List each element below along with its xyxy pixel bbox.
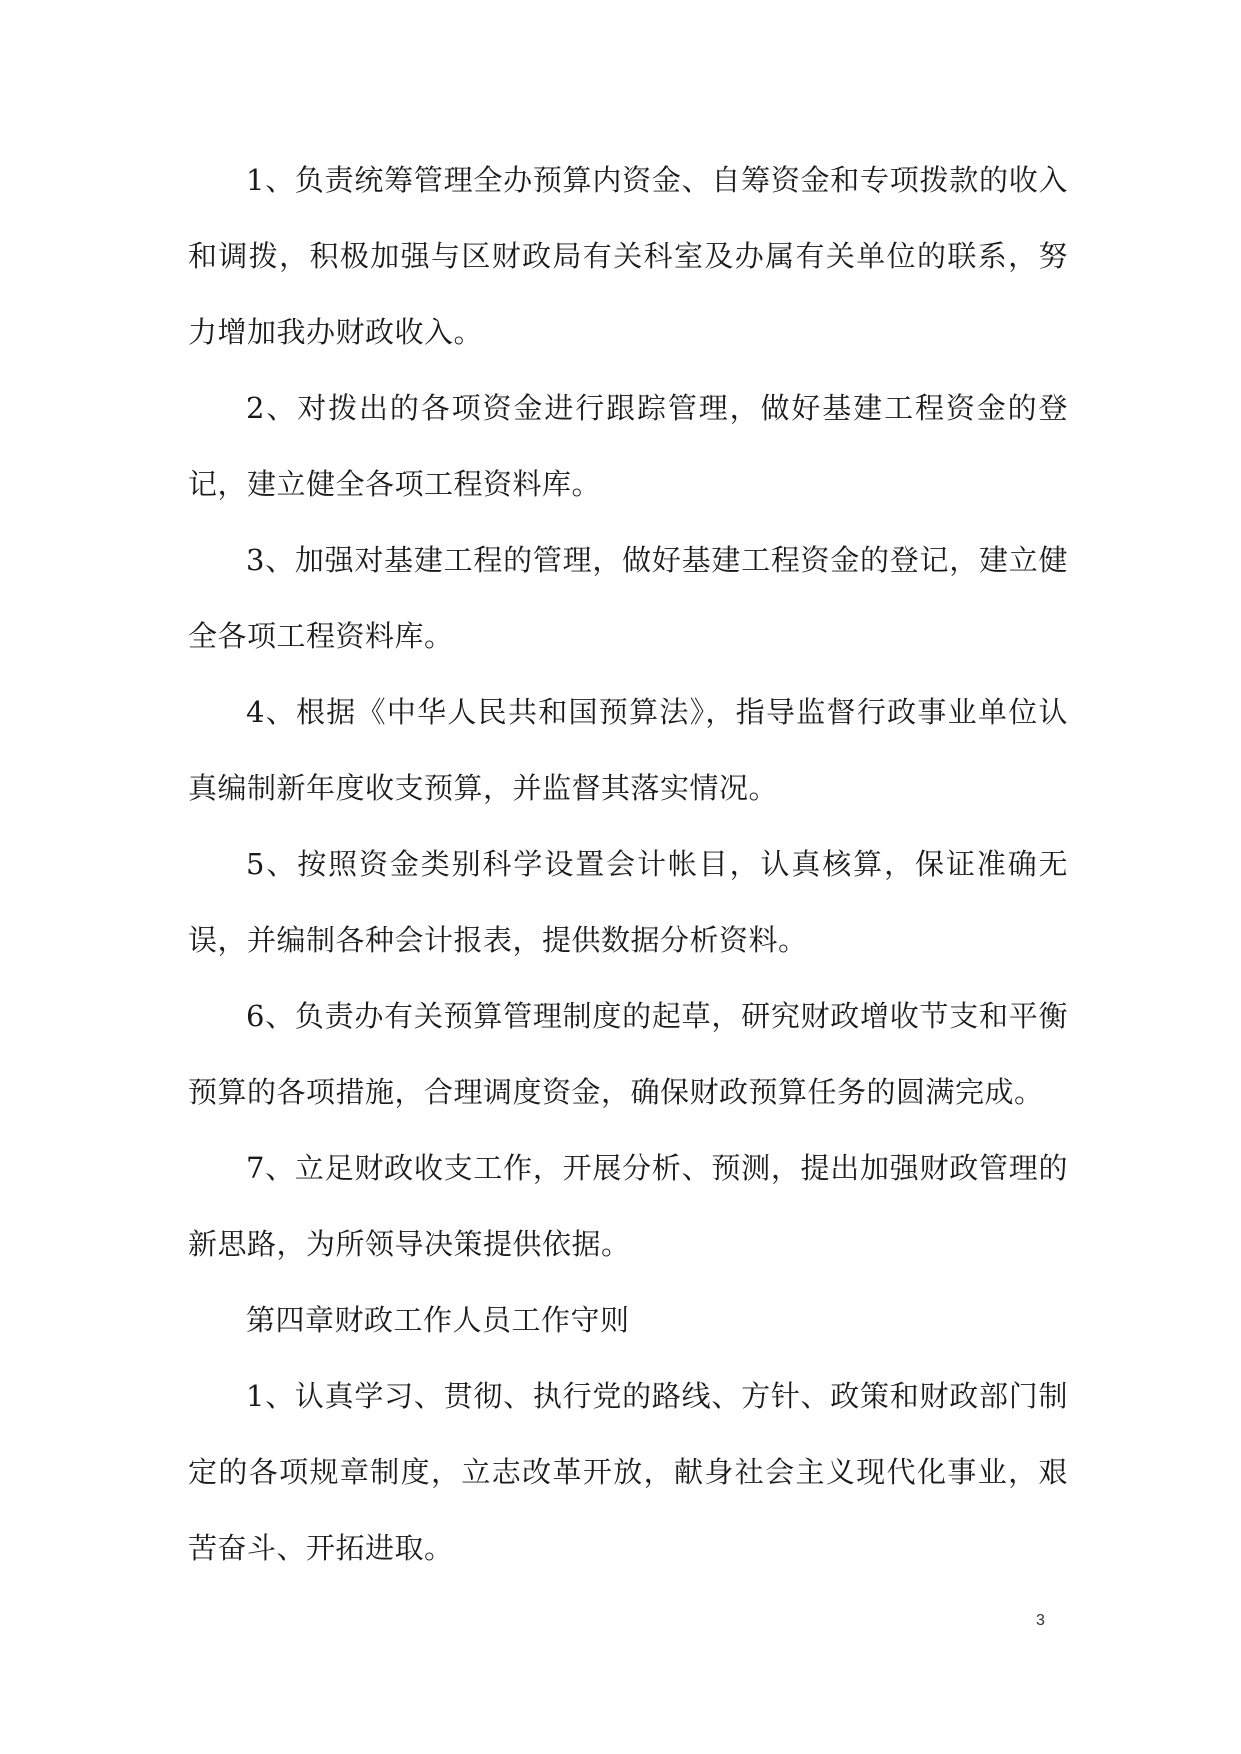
paragraph-4: 4、根据《中华人民共和国预算法》，指导监督行政事业单位认真编制新年度收支预算，并监督其落实情况。	[188, 695, 1068, 805]
chapter-heading: 第四章财政工作人员工作守则	[246, 1303, 630, 1337]
paragraph-3: 3、加强对基建工程的管理，做好基建工程资金的登记，建立健全各项工程资料库。	[188, 543, 1068, 653]
paragraph-1: 1、负责统筹管理全办预算内资金、自筹资金和专项拨款的收入和调拨，积极加强与区财政局有关科室及办属有关单位的联系，努力增加我办财政收入。	[188, 163, 1068, 349]
document-body	[188, 142, 1068, 1586]
paragraph-7: 7、立足财政收支工作，开展分析、预测，提出加强财政管理的新思路，为所领导决策提供依据。	[188, 1151, 1068, 1261]
paragraph-5: 5、按照资金类别科学设置会计帐目，认真核算，保证准确无误，并编制各种会计报表，提供数据分析资料。	[188, 847, 1068, 957]
page-number: 3	[1036, 1612, 1045, 1629]
paragraph-6: 6、负责办有关预算管理制度的起草，研究财政增收节支和平衡预算的各项措施，合理调度资金，确保财政预算任务的圆满完成。	[188, 999, 1068, 1109]
paragraph-2: 2、对拨出的各项资金进行跟踪管理，做好基建工程资金的登记，建立健全各项工程资料库。	[188, 391, 1068, 501]
chapter-paragraph-1: 1、认真学习、贯彻、执行党的路线、方针、政策和财政部门制定的各项规章制度，立志改革开放，献身社会主义现代化事业，艰苦奋斗、开拓进取。	[188, 1379, 1068, 1565]
